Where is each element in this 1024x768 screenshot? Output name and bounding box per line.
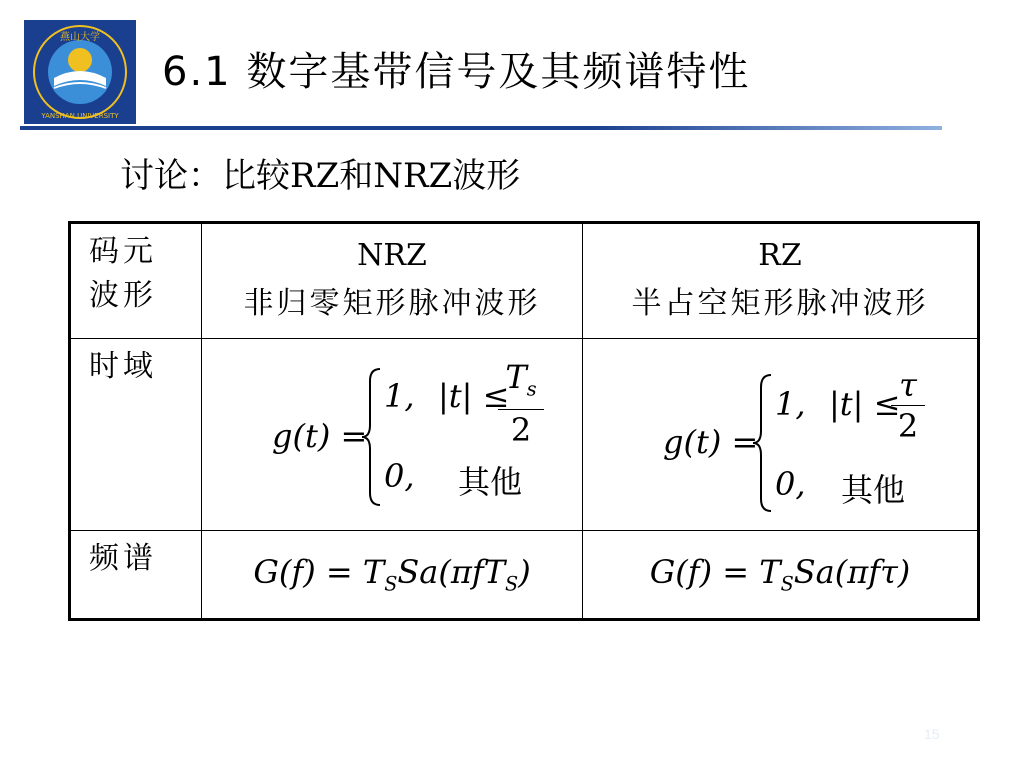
rz-case2-value: 0, xyxy=(775,465,806,503)
nrz-name: NRZ xyxy=(357,238,427,273)
rz-denominator: 2 xyxy=(897,407,919,445)
rz-case1-cond: |t| ≤ xyxy=(829,385,901,423)
university-logo xyxy=(24,20,136,124)
rz-header-cell xyxy=(583,223,979,339)
nrz-g-lhs: g(t) = xyxy=(272,417,368,455)
logo-bottom-text: YANSHAN UNIVERSITY xyxy=(41,112,119,120)
nrz-case1-value: 1, xyxy=(384,377,415,415)
rz-numerator: τ xyxy=(899,366,917,404)
header-label-line2: 波形 xyxy=(89,278,157,313)
title-underline xyxy=(20,126,942,130)
rz-name: RZ xyxy=(758,238,802,273)
rz-g-lhs: g(t) = xyxy=(663,423,759,461)
rz-time-formula-cell xyxy=(583,339,979,531)
rz-spec-mid: Sa(πfτ) xyxy=(793,553,911,591)
nrz-time-formula xyxy=(202,339,582,530)
time-domain-label: 时域 xyxy=(70,339,202,531)
nrz-spec-mid-sub: S xyxy=(505,572,519,596)
nrz-spec-lhs-sub: S xyxy=(384,572,398,596)
slide-title: 6.1 数字基带信号及其频谱特性 xyxy=(162,49,751,95)
header-label-cell xyxy=(70,223,202,339)
nrz-spec-lhs: G(f) = T xyxy=(253,553,385,591)
nrz-description: 非归零矩形脉冲波形 xyxy=(243,286,541,321)
nrz-spectrum-formula xyxy=(202,531,583,620)
rz-time-formula xyxy=(583,339,977,530)
nrz-fraction xyxy=(498,359,544,448)
nrz-case2-value: 0, xyxy=(384,457,415,495)
nrz-numerator-sub: s xyxy=(526,377,537,401)
rz-case1-value: 1, xyxy=(775,385,806,423)
rz-spec-lhs: G(f) = T xyxy=(649,553,781,591)
nrz-spec-end: ) xyxy=(518,553,531,591)
header-label-line1: 码元 xyxy=(89,234,157,269)
page-number: 15 xyxy=(924,726,940,742)
rz-brace xyxy=(751,373,773,513)
rz-spec-lhs-sub: S xyxy=(780,572,794,596)
spectrum-row xyxy=(70,531,979,620)
comparison-table xyxy=(68,221,980,621)
nrz-case2-cond: 其他 xyxy=(458,463,523,501)
rz-fraction xyxy=(891,367,925,444)
nrz-numerator: T xyxy=(505,358,527,396)
rz-spectrum-formula xyxy=(583,531,979,620)
nrz-case1-cond: |t| ≤ xyxy=(438,377,510,415)
header-row xyxy=(70,223,979,339)
logo-top-text: 燕山大学 xyxy=(60,32,100,43)
nrz-brace xyxy=(360,367,382,507)
rz-case2-cond: 其他 xyxy=(841,471,906,509)
nrz-spec-mid: Sa(πfT xyxy=(397,553,506,591)
nrz-time-formula-cell xyxy=(202,339,583,531)
time-domain-row xyxy=(70,339,979,531)
nrz-header-cell xyxy=(202,223,583,339)
slide-subtitle: 讨论：比较RZ和NRZ波形 xyxy=(120,156,521,196)
nrz-denominator: 2 xyxy=(510,411,532,450)
rz-description: 半占空矩形脉冲波形 xyxy=(631,286,929,321)
spectrum-label: 频谱 xyxy=(70,531,202,620)
